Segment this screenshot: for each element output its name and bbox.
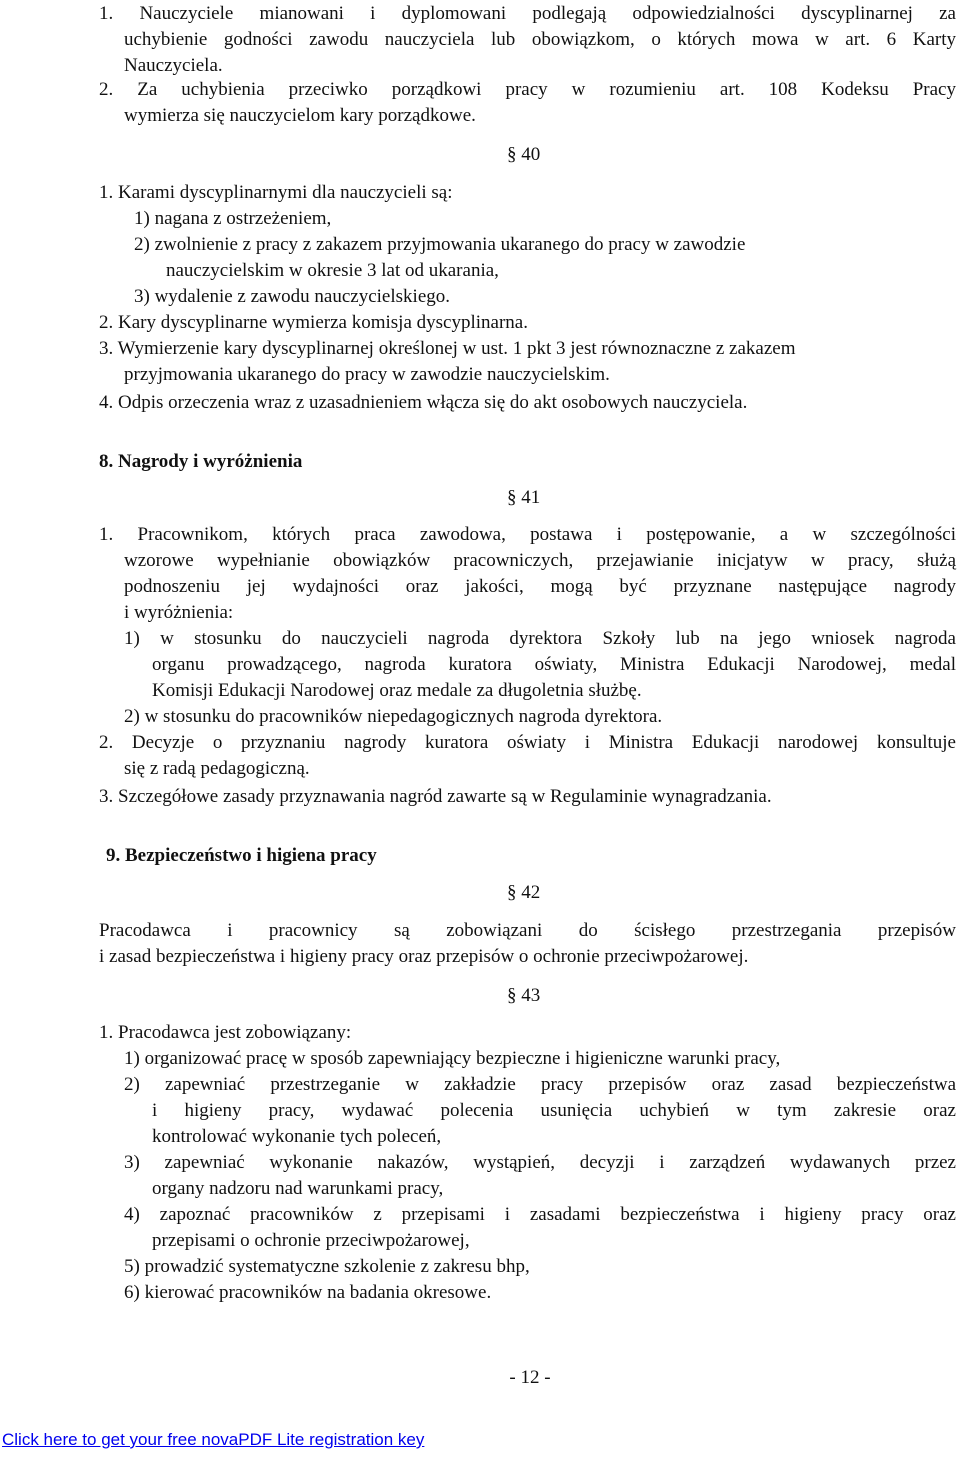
section-heading: § 43 bbox=[507, 985, 541, 1006]
list-item: organu prowadzącego, nagroda kuratora oświaty, Ministra Edukacji Narodowej, medal bbox=[152, 654, 956, 675]
paragraph-line: 1. Karami dyscyplinarnymi dla nauczycieli są: bbox=[99, 182, 453, 203]
list-item: nauczycielskim w okresie 3 lat od ukarania, bbox=[166, 260, 499, 281]
paragraph-line: 2. Za uchybienia przeciwko porządkowi pracy w rozumieniu art. 108 Kodeksu Pracy bbox=[99, 79, 956, 100]
paragraph-line: wzorowe wypełnianie obowiązków pracowniczych, przejawianie inicjatyw w pracy, służą bbox=[124, 550, 956, 571]
list-item: 2) zwolnienie z pracy z zakazem przyjmowania ukaranego do pracy w zawodzie bbox=[134, 234, 746, 255]
list-item: 1) organizować pracę w sposób zapewniający bezpieczne i higieniczne warunki pracy, bbox=[124, 1048, 781, 1069]
list-item: 3) wydalenie z zawodu nauczycielskiego. bbox=[134, 286, 451, 307]
list-item: i higieny pracy, wydawać polecenia usunięcia uchybień w tym zakresie oraz bbox=[152, 1100, 956, 1121]
paragraph-line: 2. Decyzje o przyznaniu nagrody kuratora oświaty i Ministra Edukacji narodowej konsultuje bbox=[99, 732, 956, 753]
paragraph-line: 3. Wymierzenie kary dyscyplinarnej określonej w ust. 1 pkt 3 jest równoznaczne z zakazem bbox=[99, 338, 796, 359]
paragraph-line: 4. Odpis orzeczenia wraz z uzasadnieniem włącza się do akt osobowych nauczyciela. bbox=[99, 392, 748, 413]
list-item: 1) nagana z ostrzeżeniem, bbox=[134, 208, 332, 229]
list-item: 5) prowadzić systematyczne szkolenie z zakresu bhp, bbox=[124, 1256, 530, 1277]
paragraph-line: 3. Szczegółowe zasady przyznawania nagród zawarte są w Regulaminie wynagradzania. bbox=[99, 786, 772, 807]
list-item: 4) zapoznać pracowników z przepisami i zasadami bezpieczeństwa i higieny pracy oraz bbox=[124, 1204, 956, 1225]
list-item: 2) w stosunku do pracowników niepedagogicznych nagroda dyrektora. bbox=[124, 706, 663, 727]
chapter-title: 9. Bezpieczeństwo i higiena pracy bbox=[106, 845, 377, 866]
page-number: - 12 - bbox=[509, 1367, 551, 1388]
list-item: 1) w stosunku do nauczycieli nagroda dyrektora Szkoły lub na jego wniosek nagroda bbox=[124, 628, 956, 649]
paragraph-line: 1. Pracownikom, których praca zawodowa, postawa i postępowanie, a w szczególności bbox=[99, 524, 956, 545]
paragraph-line: 1. Pracodawca jest zobowiązany: bbox=[99, 1022, 352, 1043]
list-item: 3) zapewniać wykonanie nakazów, wystąpień, decyzji i zarządzeń wydawanych przez bbox=[124, 1152, 956, 1173]
paragraph-line: podnoszeniu jej wydajności oraz jakości, mogą być przyznane następujące nagrody bbox=[124, 576, 956, 597]
chapter-title: 8. Nagrody i wyróżnienia bbox=[99, 451, 303, 472]
paragraph-line: uchybienie godności zawodu nauczyciela lub obowiązkom, o których mowa w art. 6 Karty bbox=[124, 29, 956, 50]
list-item: organy nadzoru nad warunkami pracy, bbox=[152, 1178, 444, 1199]
paragraph-line: i zasad bezpieczeństwa i higieny pracy oraz przepisów o ochronie przeciwpożarowej. bbox=[99, 946, 749, 967]
paragraph-line: 2. Kary dyscyplinarne wymierza komisja dyscyplinarna. bbox=[99, 312, 528, 333]
list-item: Komisji Edukacji Narodowej oraz medale za długoletnia służbę. bbox=[152, 680, 642, 701]
paragraph-line: się z radą pedagogiczną. bbox=[124, 758, 310, 779]
registration-link[interactable]: Click here to get your free novaPDF Lite registration key bbox=[2, 1430, 425, 1449]
paragraph-line: 1. Nauczyciele mianowani i dyplomowani podlegają odpowiedzialności dyscyplinarnej za bbox=[99, 3, 956, 24]
paragraph-line: i wyróżnienia: bbox=[124, 602, 234, 623]
list-item: przepisami o ochronie przeciwpożarowej, bbox=[152, 1230, 470, 1251]
paragraph-line: wymierza się nauczycielom kary porządkowe. bbox=[124, 105, 476, 126]
list-item: 2) zapewniać przestrzeganie w zakładzie pracy przepisów oraz zasad bezpieczeństwa bbox=[124, 1074, 956, 1095]
paragraph-line: Pracodawca i pracownicy są zobowiązani do ścisłego przestrzegania przepisów bbox=[99, 920, 956, 941]
list-item: kontrolować wykonanie tych poleceń, bbox=[152, 1126, 442, 1147]
paragraph-line: Nauczyciela. bbox=[124, 55, 223, 76]
section-heading: § 41 bbox=[507, 487, 541, 508]
paragraph-line: przyjmowania ukaranego do pracy w zawodzie nauczycielskim. bbox=[124, 364, 610, 385]
section-heading: § 42 bbox=[507, 882, 541, 903]
list-item: 6) kierować pracowników na badania okresowe. bbox=[124, 1282, 492, 1303]
section-heading: § 40 bbox=[507, 144, 541, 165]
